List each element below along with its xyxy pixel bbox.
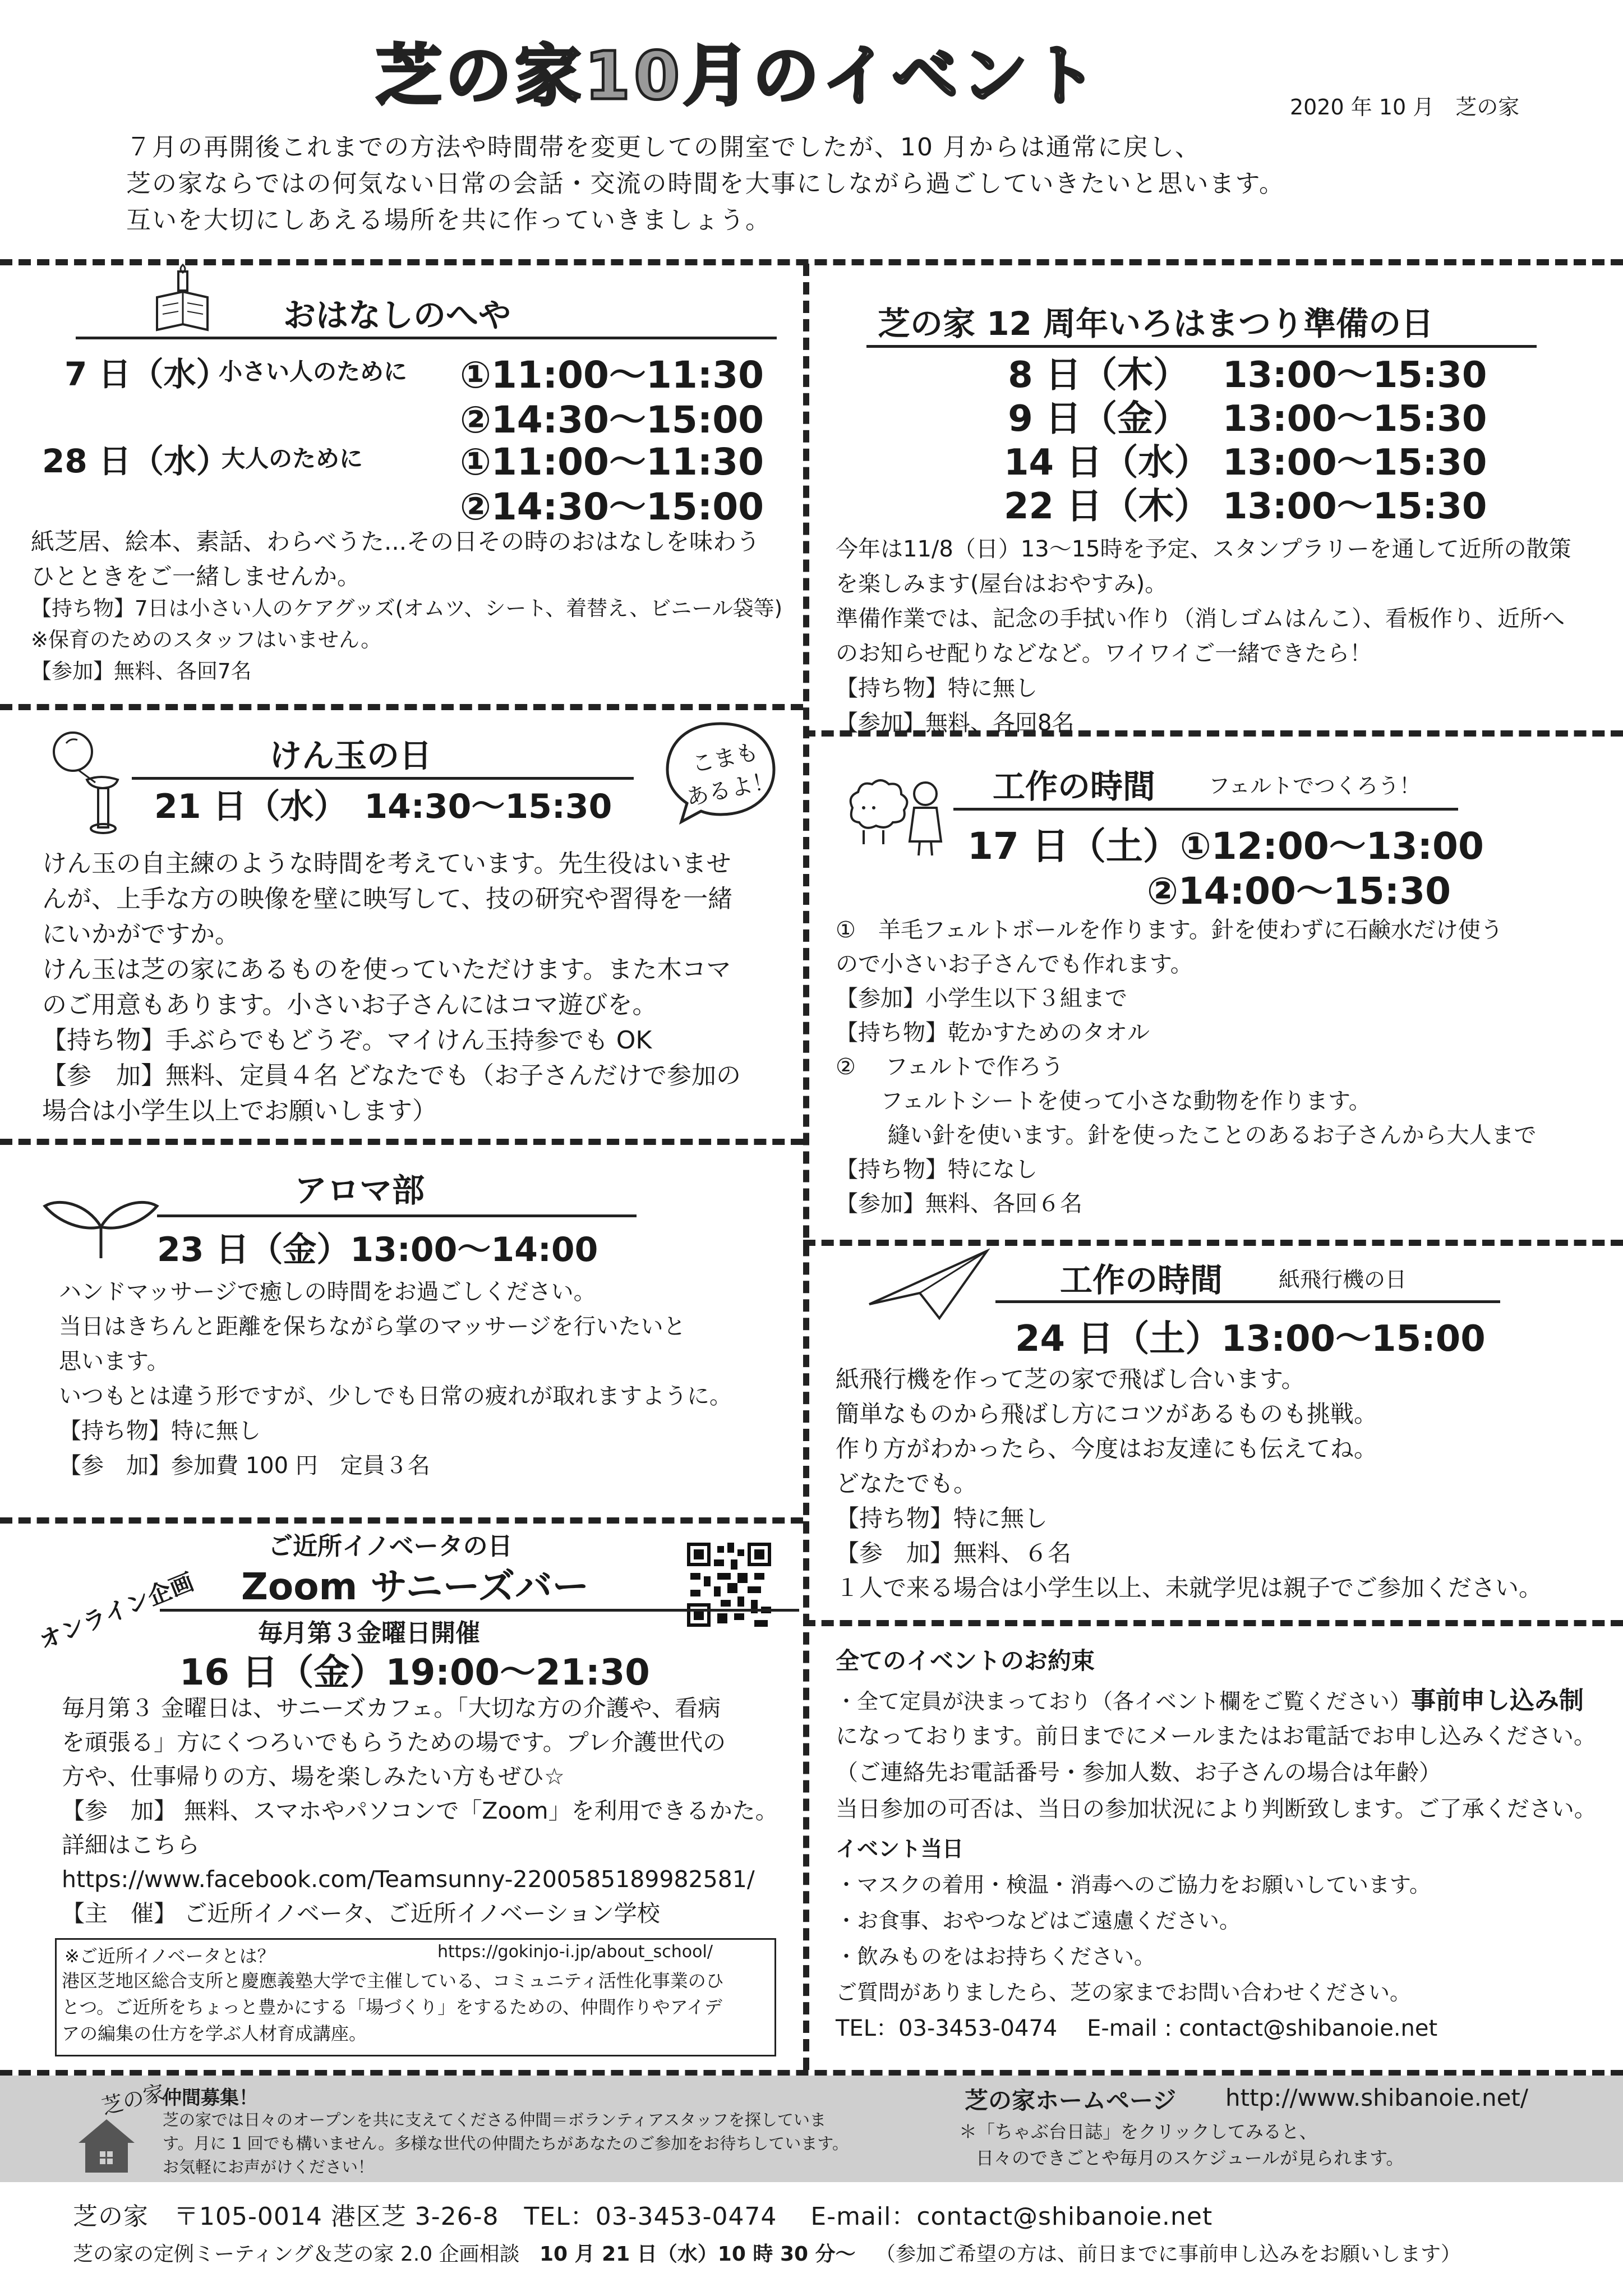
rules-lines: になっております。前日までにメールまたはお電話でお申し込みください。 （ご連絡先お電話番号・参加人数、お子さんの場合は年齢） 当日参加の可否は、当日の参加状況により判断致します。ご了承ください。: [836, 1723, 1597, 1822]
aroma-schedule: 23 日（金）13:00〜14:00: [157, 1230, 598, 1269]
ohanashi-description: 紙芝居、絵本、素話、わらべうた...その日その時のおはなしを味わう ひとときをご一緒しませんか。: [31, 528, 760, 590]
kosaku1-underline: [953, 808, 1458, 811]
issue-date: 2020 年 10 月 芝の家: [1290, 95, 1520, 119]
iroha-day-2: 9 日（金）: [1008, 398, 1189, 440]
iroha-time-4: 13:00〜15:30: [1223, 486, 1487, 527]
homepage-note-2: 日々のできごとや毎月のスケジュールが見られます。: [976, 2147, 1404, 2169]
event-day-title: イベント当日: [836, 1837, 964, 1861]
recruit-title: 仲間募集！: [163, 2087, 258, 2109]
paper-plane-icon: [866, 1248, 990, 1321]
bubble-line-2: あるよ！: [684, 767, 777, 812]
kosaku1-schedule-1: 17 日（土）①12:00〜13:00: [967, 825, 1484, 868]
iroha-title: 芝の家 12 周年いろはまつり準備の日: [878, 305, 1434, 343]
iroha-day-1: 8 日（木）: [1008, 355, 1189, 396]
zoom-pre-title: ご近所イノベータの日: [268, 1532, 513, 1561]
book-candle-icon: [151, 264, 213, 337]
ohanashi-day-1: 7 日（水）: [64, 355, 229, 393]
ohanashi-time-3: ①11:00〜11:30: [460, 440, 764, 484]
kosaku1-schedule-2: ②14:00〜15:30: [1147, 869, 1451, 913]
zoom-monthly: 毎月第３金曜日開催: [258, 1619, 480, 1648]
homepage-url[interactable]: http://www.shibanoie.net/: [1225, 2084, 1529, 2111]
innovator-note-head: ※ご近所イノベータとは？: [64, 1945, 275, 1967]
ohanashi-time-4: ②14:30〜15:00: [460, 485, 764, 528]
recruit-lines: 芝の家では日々のオープンを共に支えてくださる仲間＝ボランティアスタッフを探していま す。月に 1 回でも構いません。多様な世代の仲間たちがあなたのご参加をお待ちしています。 お気軽にお声がけください！: [163, 2110, 849, 2177]
divider-center: [803, 264, 809, 2070]
iroha-time-2: 13:00〜15:30: [1223, 398, 1487, 440]
aroma-title: アロマ部: [294, 1171, 425, 1209]
sheep-and-child-icon: [841, 774, 953, 858]
ohanashi-title: おはなしのへや: [283, 296, 511, 334]
ohanashi-who-1: 小さい人のために: [219, 358, 408, 385]
divider-top: [0, 259, 1623, 265]
zoom-schedule: 16 日（金）19:00〜21:30: [179, 1652, 650, 1694]
sprout-icon: [42, 1192, 160, 1259]
kendama-schedule: 21 日（水） 14:30〜15:30: [154, 787, 612, 826]
kosaku1-title: 工作の時間: [993, 767, 1156, 806]
kosaku1-description: ① 羊毛フェルトボールを作ります。針を使わずに石鹸水だけ使う ので小さいお子さんでも作れます。 【参加】小学生以下３組まで 【持ち物】乾かすためのタオル ② フェルトで作ろう フェルトシートを使って小さな動物を作ります。 縫い針を使います。針を使ったことのあるお子さんから大人まで 【持ち物】特になし 【参加】無料、各回６名: [836, 917, 1537, 1217]
aroma-description: ハンドマッサージで癒しの時間をお過ごしください。 当日はきちんと距離を保ちながら掌のマッサージを行いたいと 思います。 いつもとは違う形ですが、少しでも日常の疲れが取れますように。 【持ち物】特に無し 【参 加】参加費 100 円 定員３名: [59, 1279, 732, 1479]
divider-left-2: [0, 1139, 803, 1145]
ohanashi-time-2: ②14:30〜15:00: [460, 398, 764, 441]
divider-left-1: [0, 704, 803, 710]
kendama-icon: [45, 726, 129, 839]
homepage-title: 芝の家ホームページ: [965, 2087, 1177, 2114]
iroha-description: 今年は11/8（日）13〜15時を予定、スタンプラリーを通して近所の散策 を楽しみます(屋台はおやすみ)。 準備作業では、記念の手拭い作り（消しゴムはんこ）、看板作り、近所へ のお知らせ配りなどなど。ワイワイご一緒できたら！ 【持ち物】特に無し 【参加】無料、各回8名: [836, 536, 1571, 736]
divider-left-3: [0, 1517, 803, 1524]
rules-title: 全てのイベントのお約束: [836, 1647, 1095, 1674]
zoom-underline: [160, 1609, 799, 1612]
ohanashi-who-2: 大人のために: [222, 445, 363, 472]
iroha-underline: [866, 345, 1537, 348]
kosaku2-schedule: 24 日（土）13:00〜15:00: [1015, 1318, 1486, 1360]
iroha-time-3: 13:00〜15:30: [1223, 442, 1487, 484]
homepage-note-1: ＊「ちゃぶ台日誌」をクリックしてみると、: [959, 2121, 1317, 2142]
iroha-schedule: [1004, 353, 1487, 528]
kosaku2-underline: [995, 1300, 1500, 1303]
zoom-description: 毎月第３ 金曜日は、サニーズカフェ。「大切な方の介護や、看病 を頑張る」方にくつろいでもらうための場です。プレ介護世代の 方や、仕事帰りの方、場を楽しみたい方もぜひ☆ 【参 加】 無料、スマホやパソコンで「Zoom」を利用できるかた。 詳細はこちら https://www.facebook.com/Teamsunny-2200585189982581/ 【主 催】 ご近所イノベータ、ご近所イノベーション学校: [62, 1695, 778, 1927]
event-day-lines: ・マスクの着用・検温・消毒へのご協力をお願いしています。 ・お食事、おやつなどはご遠慮ください。 ・飲みものをはお持ちください。 ご質問がありましたら、芝の家までお問い合わせください。 TEL：03-3453-0474 E-mail : contact@shibanoie.net: [836, 1872, 1438, 2041]
iroha-day-3: 14 日（水）: [1004, 442, 1210, 484]
kosaku2-subtitle: 紙飛行機の日: [1279, 1267, 1407, 1292]
ohanashi-time-1: ①11:00〜11:30: [460, 353, 764, 397]
iroha-time-1: 13:00〜15:30: [1223, 355, 1487, 396]
aroma-underline: [157, 1214, 637, 1217]
zoom-title: Zoom サニーズバー: [241, 1565, 589, 1608]
innovator-note-url[interactable]: https://gokinjo-i.jp/about_school/: [437, 1942, 713, 1962]
ohanashi-underline: [76, 337, 777, 339]
innovator-note-text: 港区芝地区総合支所と慶應義塾大学で主催している、コミュニティ活性化事業のひ とつ。ご近所をちょっと豊かにする「場づくり」をするための、仲間作りやアイデ アの編集の仕方を学ぶ人材育成講座。: [62, 1970, 724, 2044]
ohanashi-details: 【持ち物】7日は小さい人のケアグッズ(オムツ、シート、着替え、ビニール袋等) ※保育のためのスタッフはいません。 【参加】無料、各回7名: [31, 596, 783, 683]
online-tag: オンライン企画: [35, 1567, 198, 1655]
kosaku2-title: 工作の時間: [1060, 1261, 1223, 1299]
footer-address: 芝の家 〒105-0014 港区芝 3-26-8 TEL：03-3453-0474 E-mail：contact@shibanoie.net: [73, 2202, 1213, 2231]
bubble-line-1: こまも: [689, 738, 761, 778]
intro-text: ７月の再開後これまでの方法や時間帯を変更しての開室でしたが、10 月からは通常に戻し、 芝の家ならではの何気ない日常の会話・交流の時間を大事にしながら過ごしていきたいと思います。 互いを大切にしあえる場所を共に作っていきましょう。: [126, 133, 1285, 234]
kosaku1-subtitle: フェルトでつくろう！: [1209, 774, 1421, 798]
footer-meeting: 芝の家の定例ミーティング＆芝の家 2.0 企画相談 10 月 21 日（水）10 時 30 分〜 （参加ご希望の方は、前日までに事前申し込みをお願いします）: [73, 2243, 1461, 2266]
house-icon: [73, 2115, 140, 2174]
page-title: 芝の家10月のイベント: [376, 37, 1101, 114]
rules-line-1: ・全て定員が決まっており（各イベント欄をご覧ください）事前申し込み制: [836, 1686, 1584, 1715]
iroha-day-4: 22 日（木）: [1004, 486, 1210, 527]
kendama-description: けん玉の自主練のような時間を考えています。先生役はいませ んが、上手な方の映像を壁に映写して、技の研究や習得を一緒 にいかがですか。 けん玉は芝の家にあるものを使っていただけます。また木コマ のご用意もあります。小さいお子さんにはコマ遊びを。 【持ち物】手ぶらでもどうぞ。マイけん玉持参でも OK 【参 加】無料、定員４名 どなたでも（お子さんだけで参加の 場合は小学生以上でお願いします）: [42, 849, 741, 1125]
divider-right-2: [803, 1240, 1623, 1246]
logo-text: 芝の家: [99, 2079, 168, 2120]
qr-code-icon: [687, 1543, 771, 1627]
divider-right-3: [803, 1620, 1623, 1626]
kosaku2-description: 紙飛行機を作って芝の家で飛ばし合います。 簡単なものから飛ばし方にコツがあるものも挑戦。 作り方がわかったら、今度はお友達にも伝えてね。 どなたでも。 【持ち物】特に無し 【参 加】無料、６名 １人で来る場合は小学生以上、未就学児は親子でご参加ください。: [836, 1365, 1543, 1602]
facebook-link[interactable]: https://www.facebook.com/Teamsunny-2200585189982581/: [62, 1866, 755, 1893]
ohanashi-day-2: 28 日（水）: [42, 442, 229, 480]
kendama-title: けん玉の日: [269, 737, 432, 775]
